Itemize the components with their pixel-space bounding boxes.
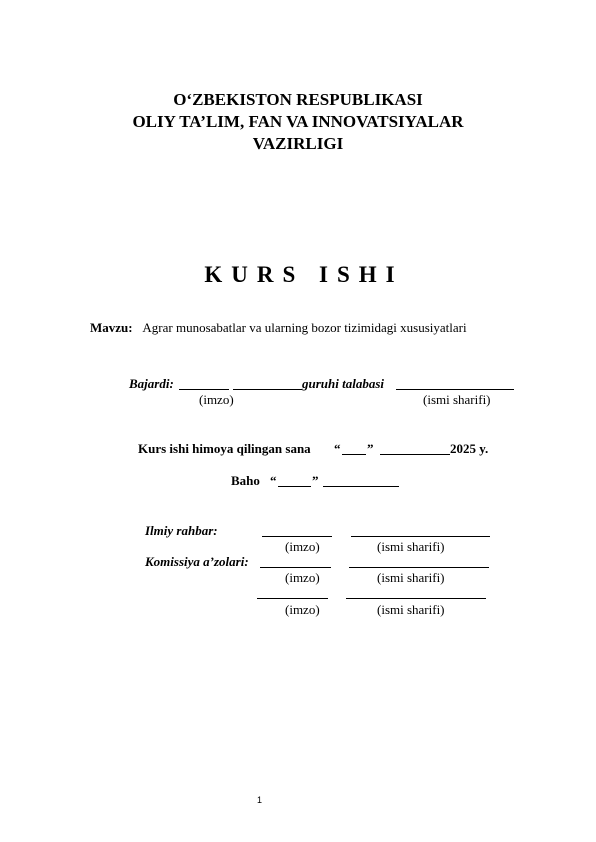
supervisor-sign-caption: (imzo)	[285, 539, 320, 554]
supervisor-name-line	[351, 536, 490, 537]
document-title: KURS ISHI	[204, 262, 404, 287]
commission-2-name-line	[346, 598, 486, 599]
commission-1-signature-line	[260, 567, 331, 568]
commission-label: Komissiya a’zolari:	[145, 554, 249, 569]
defense-label: Kurs ishi himoya qilingan sana	[138, 441, 311, 456]
defense-day-line	[342, 454, 366, 455]
ministry-line-3: VAZIRLIGI	[252, 134, 344, 153]
author-signature-line	[179, 389, 229, 390]
ministry-line-2: OLIY TA’LIM, FAN VA INNOVATSIYALAR	[132, 112, 464, 131]
defense-quote-close: ”	[367, 441, 374, 456]
topic-row	[90, 320, 467, 336]
commission-1-sign-caption: (imzo)	[285, 570, 320, 585]
defense-quote-open: “	[334, 441, 341, 456]
topic-value: Agrar munosabatlar va ularning bozor tizimidagi xususiyatlari	[142, 320, 467, 335]
grade-label: Baho	[231, 473, 260, 488]
grade-quote-open: “	[270, 473, 277, 488]
commission-1-name-line	[349, 567, 489, 568]
author-sign-caption: (imzo)	[199, 392, 234, 407]
grade-words-line	[323, 486, 399, 487]
page-number: 1	[257, 795, 263, 805]
author-group-label: guruhi talabasi	[302, 376, 385, 391]
grade-score-line	[278, 486, 311, 487]
defense-month-line	[380, 454, 450, 455]
supervisor-signature-line	[262, 536, 332, 537]
commission-1-name-caption: (ismi sharifi)	[377, 570, 445, 585]
author-group-line	[233, 389, 302, 390]
author-name-caption: (ismi sharifi)	[423, 392, 491, 407]
author-name-line	[396, 389, 514, 390]
commission-2-sign-caption: (imzo)	[285, 602, 320, 617]
ministry-line-1: O‘ZBEKISTON RESPUBLIKASI	[173, 90, 423, 109]
supervisor-label: Ilmiy rahbar:	[145, 523, 218, 538]
commission-2-name-caption: (ismi sharifi)	[377, 602, 445, 617]
supervisor-name-caption: (ismi sharifi)	[377, 539, 445, 554]
topic-label: Mavzu:	[90, 320, 133, 335]
author-label: Bajardi:	[129, 376, 174, 391]
defense-year: 2025 y.	[450, 441, 489, 456]
commission-2-signature-line	[257, 598, 328, 599]
grade-quote-close: ”	[312, 473, 319, 488]
